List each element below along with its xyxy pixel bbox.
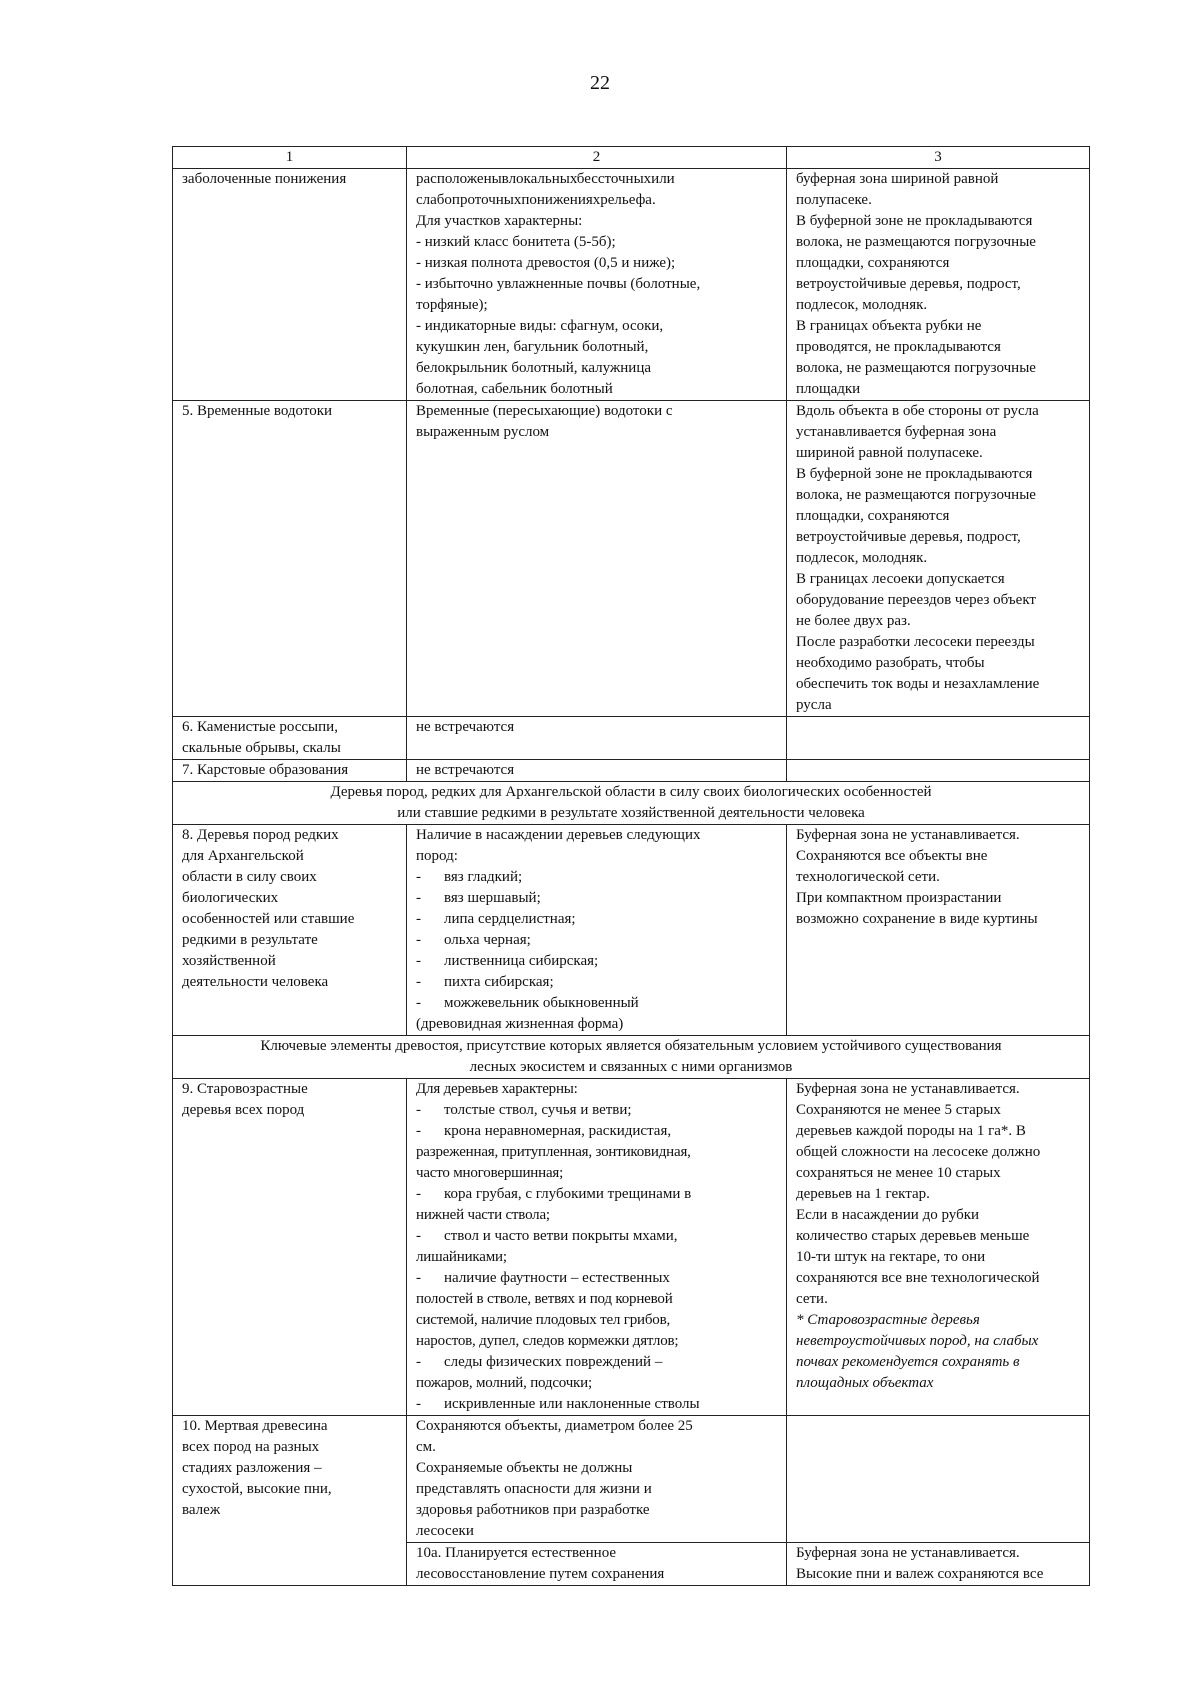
- list-item-text: крона неравномерная, раскидистая,: [444, 1123, 672, 1139]
- measures-cell: [787, 169, 1090, 401]
- dash-marker: -: [416, 1396, 421, 1412]
- dash-marker: -: [416, 890, 421, 906]
- list-item-text: можжевельник обыкновенный: [444, 995, 639, 1011]
- cell-line: буферная зона шириной равной: [796, 171, 999, 187]
- cell-line: особенностей или ставшие: [182, 911, 355, 927]
- cell-line: торфяные);: [416, 297, 488, 313]
- cell-line: 10. Мертвая древесина: [182, 1418, 328, 1434]
- dash-marker: -: [416, 911, 421, 927]
- object-name-cell: [173, 1079, 407, 1416]
- cell-line: Высокие пни и валеж сохраняются все: [796, 1566, 1044, 1582]
- cell-line: см.: [416, 1439, 436, 1455]
- cell-line: ветроустойчивые деревья, подрост,: [796, 529, 1021, 545]
- cell-line: площадки, сохраняются: [796, 255, 950, 271]
- list-item: [416, 867, 780, 888]
- cell-line: болотная, сабельник болотный: [416, 381, 613, 397]
- cell-line: шириной равной полупасеке.: [796, 445, 983, 461]
- cell-line: представлять опасности для жизни и: [416, 1481, 652, 1497]
- cell-line: В границах лесоеки допускается: [796, 571, 1005, 587]
- cell-line: или ставшие редкими в результате хозяйственной деятельности человека: [397, 805, 865, 821]
- dash-marker: -: [416, 995, 421, 1011]
- cell-line: лесосеки: [416, 1523, 474, 1539]
- measures-cell: [787, 760, 1090, 782]
- header-cell-2: 2: [407, 147, 787, 169]
- dash-marker: -: [416, 1102, 421, 1118]
- description-cell: [407, 169, 787, 401]
- cell-line: - низкий класс бонитета (5-5б);: [416, 234, 616, 250]
- cell-line: подлесок, молодняк.: [796, 297, 928, 313]
- cell-line: волока, не размещаются погрузочные: [796, 234, 1036, 250]
- cell-line: сухостой, высокие пни,: [182, 1481, 332, 1497]
- list-item: [416, 1100, 780, 1121]
- cell-line: валеж: [182, 1502, 221, 1518]
- cell-line: здоровья работников при разработке: [416, 1502, 650, 1518]
- cell-line: общей сложности на лесосеке должно: [796, 1144, 1041, 1160]
- cell-line: не встречаются: [416, 719, 515, 735]
- cell-line: расположенывлокальныхбессточныхили: [416, 171, 675, 187]
- list-item-text: вяз шершавый;: [444, 890, 541, 906]
- cell-line: сохраняются все вне технологической: [796, 1270, 1040, 1286]
- cell-line: Временные (пересыхающие) водотоки с: [416, 403, 673, 419]
- cell-line: Если в насаждении до рубки: [796, 1207, 980, 1223]
- list-item: [416, 951, 780, 972]
- description-cell: [407, 1416, 787, 1543]
- cell-line: волока, не размещаются погрузочные: [796, 360, 1036, 376]
- object-name-cell: [173, 825, 407, 1036]
- cell-line: - индикаторные виды: сфагнум, осоки,: [416, 318, 664, 334]
- list-item-text: ольха черная;: [444, 932, 531, 948]
- object-name-cell: [173, 401, 407, 717]
- table-row: [173, 1079, 1090, 1416]
- cell-line: 10а. Планируется естественное: [416, 1545, 617, 1561]
- measures-cell: [787, 1079, 1090, 1416]
- section-row: [173, 782, 1090, 825]
- cell-line: русла: [796, 697, 832, 713]
- list-item: [416, 1268, 780, 1289]
- description-cell: [407, 717, 787, 760]
- description-cell: [407, 401, 787, 717]
- cell-line: области в силу своих: [182, 869, 317, 885]
- description-cell: [407, 1543, 787, 1586]
- cell-line: устанавливается буферная зона: [796, 424, 997, 440]
- cell-line: деревьев на 1 гектар.: [796, 1186, 930, 1202]
- list-item: [416, 1352, 780, 1373]
- cell-line: сохраняться не менее 10 старых: [796, 1165, 1001, 1181]
- cell-line: При компактном произрастании: [796, 890, 1002, 906]
- cell-line: деревья всех пород: [182, 1102, 305, 1118]
- object-name-cell: [173, 760, 407, 782]
- cell-line: для Архангельской: [182, 848, 304, 864]
- dash-marker: -: [416, 1123, 421, 1139]
- dash-marker: -: [416, 1354, 421, 1370]
- description-cell: [407, 1079, 787, 1416]
- cell-line: Сохраняются не менее 5 старых: [796, 1102, 1001, 1118]
- cell-line: Буферная зона не устанавливается.: [796, 827, 1020, 843]
- cell-line: необходимо разобрать, чтобы: [796, 655, 985, 671]
- cell-line: оборудование переездов через объект: [796, 592, 1036, 608]
- cell-line: ветроустойчивые деревья, подрост,: [796, 276, 1021, 292]
- dash-marker: -: [416, 953, 421, 969]
- cell-line: возможно сохранение в виде куртины: [796, 911, 1038, 927]
- cell-line: 5. Временные водотоки: [182, 403, 333, 419]
- list-item-text: искривленные или наклоненные стволы: [444, 1396, 700, 1412]
- cell-line: не более двух раз.: [796, 613, 911, 629]
- cell-line: подлесок, молодняк.: [796, 550, 928, 566]
- table-row: [173, 760, 1090, 782]
- cell-line: заболоченные понижения: [182, 171, 347, 187]
- cell-line: кукушкин лен, багульник болотный,: [416, 339, 649, 355]
- object-name-cell: [173, 169, 407, 401]
- page-number: 22: [590, 72, 610, 94]
- cell-line: Буферная зона не устанавливается.: [796, 1545, 1020, 1561]
- cell-line: площадных объектах: [796, 1375, 934, 1391]
- cell-line: стадиях разложения –: [182, 1460, 322, 1476]
- list-item: [416, 930, 780, 951]
- cell-line: В границах объекта рубки не: [796, 318, 982, 334]
- cell-line: деятельности человека: [182, 974, 329, 990]
- dash-marker: -: [416, 1186, 421, 1202]
- cell-line: нижней части ствола;: [416, 1207, 550, 1223]
- cell-line: Деревья пород, редких для Архангельской области в силу своих биологических особенностей: [330, 784, 932, 800]
- dash-marker: -: [416, 974, 421, 990]
- cell-line: 7. Карстовые образования: [182, 762, 349, 778]
- cell-line: (древовидная жизненная форма): [416, 1016, 624, 1032]
- cell-line: не встречаются: [416, 762, 515, 778]
- list-item-text: липа сердцелистная;: [444, 911, 576, 927]
- cell-line: деревьев каждой породы на 1 га*. В: [796, 1123, 1026, 1139]
- cell-line: проводятся, не прокладываются: [796, 339, 1001, 355]
- dash-marker: -: [416, 1228, 421, 1244]
- cell-line: В буферной зоне не прокладываются: [796, 466, 1033, 482]
- cell-line: волока, не размещаются погрузочные: [796, 487, 1036, 503]
- cell-line: пород:: [416, 848, 458, 864]
- cell-line: слабопроточныхпониженияхрельефа.: [416, 192, 656, 208]
- cell-line: наростов, дупел, следов кормежки дятлов;: [416, 1333, 679, 1349]
- cell-line: пожаров, молний, подсочки;: [416, 1375, 592, 1391]
- header-cell-3: 3: [787, 147, 1090, 169]
- list-item: [416, 1184, 780, 1205]
- section-row: [173, 1036, 1090, 1079]
- measures-cell: [787, 717, 1090, 760]
- cell-line: 10-ти штук на гектаре, то они: [796, 1249, 986, 1265]
- list-item-text: лиственница сибирская;: [444, 953, 599, 969]
- cell-line: белокрыльник болотный, калужница: [416, 360, 652, 376]
- cell-line: лесовосстановление путем сохранения: [416, 1566, 665, 1582]
- dash-marker: -: [416, 932, 421, 948]
- cell-line: лесных экосистем и связанных с ними организмов: [469, 1059, 793, 1075]
- cell-line: разреженная, притупленная, зонтиковидная,: [416, 1144, 691, 1160]
- cell-line: - избыточно увлажненные почвы (болотные,: [416, 276, 701, 292]
- cell-line: технологической сети.: [796, 869, 940, 885]
- section-heading: [173, 782, 1090, 825]
- description-cell: [407, 760, 787, 782]
- document-table: [172, 146, 1090, 1586]
- cell-line: площадки: [796, 381, 861, 397]
- list-item-text: вяз гладкий;: [444, 869, 523, 885]
- list-item: [416, 972, 780, 993]
- cell-line: редкими в результате: [182, 932, 318, 948]
- object-name-cell: [173, 1416, 407, 1586]
- cell-line: Сохраняются все объекты вне: [796, 848, 988, 864]
- cell-line: скальные обрывы, скалы: [182, 740, 341, 756]
- cell-line: системой, наличие плодовых тел грибов,: [416, 1312, 670, 1328]
- table-row: [173, 1416, 1090, 1543]
- table-row: [173, 825, 1090, 1036]
- cell-line: неветроустойчивых пород, на слабых: [796, 1333, 1039, 1349]
- cell-line: После разработки лесосеки переезды: [796, 634, 1035, 650]
- cell-line: выраженным руслом: [416, 424, 550, 440]
- cell-line: Ключевые элементы древостоя, присутствие которых является обязательным условием устойчивого существования: [260, 1038, 1002, 1054]
- list-item: [416, 1394, 780, 1415]
- cell-line: биологических: [182, 890, 279, 906]
- cell-line: Для деревьев характерны:: [416, 1081, 578, 1097]
- cell-line: Для участков характерны:: [416, 213, 583, 229]
- cell-line: 8. Деревья пород редких: [182, 827, 339, 843]
- measures-cell: [787, 1416, 1090, 1543]
- table-row: [173, 717, 1090, 760]
- list-item-text: толстые ствол, сучья и ветви;: [444, 1102, 632, 1118]
- cell-line: В буферной зоне не прокладываются: [796, 213, 1033, 229]
- cell-line: Буферная зона не устанавливается.: [796, 1081, 1020, 1097]
- cell-line: 9. Старовозрастные: [182, 1081, 308, 1097]
- table-row: [173, 401, 1090, 717]
- cell-line: почвах рекомендуется сохранять в: [796, 1354, 1020, 1370]
- cell-line: всех пород на разных: [182, 1439, 320, 1455]
- list-item: [416, 1226, 780, 1247]
- cell-line: Вдоль объекта в обе стороны от русла: [796, 403, 1039, 419]
- cell-line: хозяйственной: [182, 953, 276, 969]
- dash-marker: -: [416, 1270, 421, 1286]
- cell-line: полостей в стволе, ветвях и под корневой: [416, 1291, 673, 1307]
- cell-line: - низкая полнота древостоя (0,5 и ниже);: [416, 255, 676, 271]
- cell-line: 6. Каменистые россыпи,: [182, 719, 338, 735]
- list-item-text: следы физических повреждений –: [444, 1354, 663, 1370]
- object-name-cell: [173, 717, 407, 760]
- cell-line: количество старых деревьев меньше: [796, 1228, 1030, 1244]
- list-item-text: наличие фаутности – естественных: [444, 1270, 670, 1286]
- list-item: [416, 888, 780, 909]
- list-item: [416, 1121, 780, 1142]
- description-cell: [407, 825, 787, 1036]
- measures-cell: [787, 401, 1090, 717]
- list-item-text: кора грубая, с глубокими трещинами в: [444, 1186, 692, 1202]
- dash-marker: -: [416, 869, 421, 885]
- cell-line: лишайниками;: [416, 1249, 507, 1265]
- cell-line: Сохраняемые объекты не должны: [416, 1460, 633, 1476]
- list-item-text: пихта сибирская;: [444, 974, 554, 990]
- list-item: [416, 993, 780, 1014]
- list-item: [416, 909, 780, 930]
- section-heading: [173, 1036, 1090, 1079]
- cell-line: полупасеке.: [796, 192, 872, 208]
- measures-cell: [787, 825, 1090, 1036]
- cell-line: часто многовершинная;: [416, 1165, 564, 1181]
- cell-line: сети.: [796, 1291, 828, 1307]
- cell-line: * Старовозрастные деревья: [796, 1312, 980, 1328]
- header-row: [173, 147, 1090, 169]
- cell-line: обеспечить ток воды и незахламление: [796, 676, 1040, 692]
- table-row: [173, 169, 1090, 401]
- cell-line: Сохраняются объекты, диаметром более 25: [416, 1418, 693, 1434]
- header-cell-1: 1: [173, 147, 407, 169]
- list-item-text: ствол и часто ветви покрыты мхами,: [444, 1228, 678, 1244]
- cell-line: Наличие в насаждении деревьев следующих: [416, 827, 701, 843]
- measures-cell: [787, 1543, 1090, 1586]
- cell-line: площадки, сохраняются: [796, 508, 950, 524]
